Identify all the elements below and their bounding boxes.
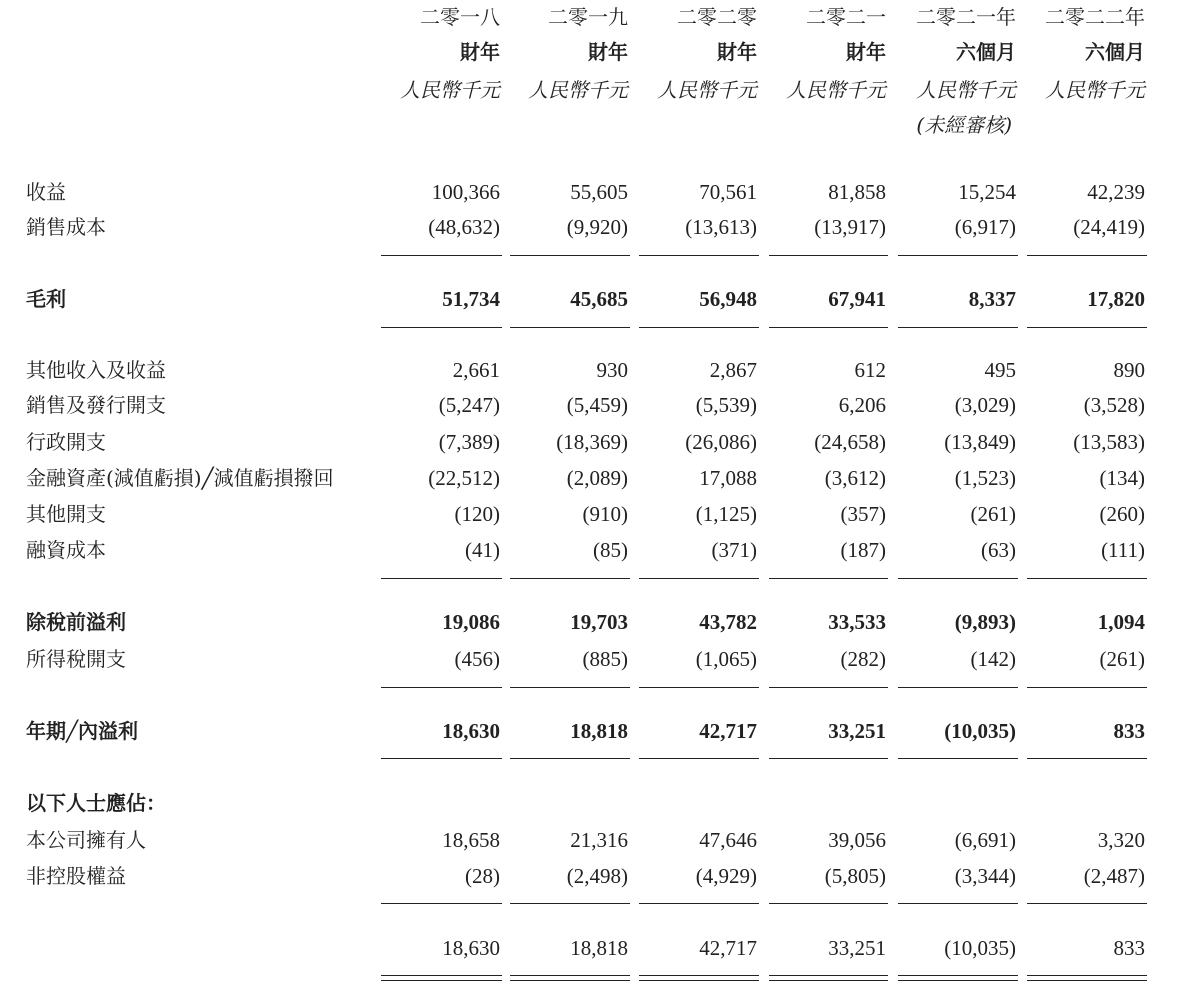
row-label-other-expenses: 其他開支	[26, 502, 106, 526]
column-header-year: 二零二一年	[916, 5, 1016, 29]
column-header-unit: 人民幣千元	[657, 78, 757, 102]
row-label-nci: 非控股權益	[26, 864, 126, 888]
cell-revenue: 15,254	[958, 180, 1016, 204]
subtotal-underline	[898, 255, 1018, 256]
cell-gross-profit: 56,948	[699, 287, 757, 311]
subtotal-underline	[769, 255, 888, 256]
cell-total: (10,035)	[944, 936, 1016, 960]
cell-impairment: (22,512)	[428, 466, 500, 490]
cell-gross-profit: 51,734	[442, 287, 500, 311]
cell-other-income: 890	[1113, 358, 1145, 382]
subtotal-underline	[769, 687, 888, 688]
column-header-unit: 人民幣千元	[916, 78, 1016, 102]
row-label-cost-of-sales: 銷售成本	[26, 215, 106, 239]
column-header-year: 二零一九	[548, 5, 628, 29]
cell-admin-expenses: (26,086)	[685, 430, 757, 454]
cell-impairment: (2,089)	[566, 466, 628, 490]
column-header-period: 財年	[846, 40, 886, 64]
row-label-owners: 本公司擁有人	[26, 828, 146, 852]
cell-cost-of-sales: (13,613)	[685, 215, 757, 239]
cell-nci: (4,929)	[695, 864, 757, 888]
cell-revenue: 42,239	[1087, 180, 1145, 204]
row-label-income-tax: 所得稅開支	[26, 647, 126, 671]
column-header-unit: 人民幣千元	[1045, 78, 1145, 102]
row-label-admin-expenses: 行政開支	[26, 430, 106, 454]
cell-finance-costs: (187)	[840, 538, 886, 562]
subtotal-underline	[510, 327, 630, 328]
cell-impairment: 17,088	[699, 466, 757, 490]
cell-owners: 47,646	[699, 828, 757, 852]
total-double-underline	[898, 975, 1018, 981]
subtotal-underline	[510, 758, 630, 759]
cell-finance-costs: (111)	[1101, 538, 1145, 562]
subtotal-underline	[769, 578, 888, 579]
cell-profit-for-period: 33,251	[828, 719, 886, 743]
cell-profit-for-period: 18,818	[570, 719, 628, 743]
cell-impairment: (1,523)	[954, 466, 1016, 490]
cell-other-expenses: (261)	[970, 502, 1016, 526]
cell-gross-profit: 8,337	[968, 287, 1016, 311]
cell-total: 33,251	[828, 936, 886, 960]
column-header-period: 財年	[588, 40, 628, 64]
cell-cost-of-sales: (48,632)	[428, 215, 500, 239]
cell-income-tax: (456)	[454, 647, 500, 671]
subtotal-underline	[639, 687, 759, 688]
subtotal-underline	[769, 327, 888, 328]
row-label-gross-profit: 毛利	[26, 287, 66, 311]
subtotal-underline	[510, 903, 630, 904]
column-header-period: 六個月	[956, 40, 1016, 64]
cell-other-income: 2,661	[452, 358, 500, 382]
subtotal-underline	[898, 327, 1018, 328]
row-label-impairment: 金融資產(減值虧損)╱減值虧損撥回	[26, 466, 334, 490]
cell-cost-of-sales: (24,419)	[1073, 215, 1145, 239]
total-double-underline	[639, 975, 759, 981]
cell-income-tax: (261)	[1099, 647, 1145, 671]
cell-selling-expenses: (3,528)	[1083, 393, 1145, 417]
cell-owners: 3,320	[1097, 828, 1145, 852]
column-header-year: 二零一八	[420, 5, 500, 29]
cell-admin-expenses: (24,658)	[814, 430, 886, 454]
subtotal-underline	[381, 687, 502, 688]
cell-revenue: 100,366	[431, 180, 500, 204]
cell-selling-expenses: (5,539)	[695, 393, 757, 417]
cell-owners: 39,056	[828, 828, 886, 852]
cell-finance-costs: (63)	[981, 538, 1016, 562]
cell-profit-before-tax: (9,893)	[954, 610, 1016, 634]
cell-revenue: 55,605	[570, 180, 628, 204]
subtotal-underline	[639, 578, 759, 579]
cell-profit-before-tax: 1,094	[1097, 610, 1145, 634]
cell-impairment: (3,612)	[824, 466, 886, 490]
cell-selling-expenses: (5,247)	[438, 393, 500, 417]
cell-other-expenses: (910)	[582, 502, 628, 526]
subtotal-underline	[381, 255, 502, 256]
subtotal-underline	[639, 758, 759, 759]
subtotal-underline	[898, 903, 1018, 904]
cell-profit-for-period: 18,630	[442, 719, 500, 743]
cell-profit-before-tax: 43,782	[699, 610, 757, 634]
cell-admin-expenses: (13,583)	[1073, 430, 1145, 454]
row-label-selling-expenses: 銷售及發行開支	[26, 393, 166, 417]
total-double-underline	[1027, 975, 1147, 981]
subtotal-underline	[1027, 758, 1147, 759]
subtotal-underline	[381, 758, 502, 759]
cell-total: 18,630	[442, 936, 500, 960]
column-header-unit: 人民幣千元	[786, 78, 886, 102]
column-header-year: 二零二零	[677, 5, 757, 29]
subtotal-underline	[381, 327, 502, 328]
cell-nci: (28)	[465, 864, 500, 888]
cell-admin-expenses: (18,369)	[556, 430, 628, 454]
cell-cost-of-sales: (9,920)	[566, 215, 628, 239]
subtotal-underline	[510, 687, 630, 688]
subtotal-underline	[1027, 327, 1147, 328]
subtotal-underline	[1027, 255, 1147, 256]
cell-nci: (2,487)	[1083, 864, 1145, 888]
subtotal-underline	[1027, 903, 1147, 904]
total-double-underline	[769, 975, 888, 981]
cell-owners: (6,691)	[954, 828, 1016, 852]
column-header-note: (未經審核)	[916, 113, 1012, 137]
row-label-revenue: 收益	[26, 180, 66, 204]
cell-profit-for-period: 833	[1113, 719, 1145, 743]
subtotal-underline	[639, 327, 759, 328]
row-label-other-income: 其他收入及收益	[26, 358, 166, 382]
cell-nci: (5,805)	[824, 864, 886, 888]
subtotal-underline	[639, 255, 759, 256]
cell-income-tax: (142)	[970, 647, 1016, 671]
column-header-period: 六個月	[1085, 40, 1145, 64]
cell-selling-expenses: 6,206	[838, 393, 886, 417]
column-header-unit: 人民幣千元	[528, 78, 628, 102]
subtotal-underline	[639, 903, 759, 904]
cell-other-income: 495	[984, 358, 1016, 382]
subtotal-underline	[769, 903, 888, 904]
cell-gross-profit: 17,820	[1087, 287, 1145, 311]
subtotal-underline	[1027, 687, 1147, 688]
row-label-profit-before-tax: 除稅前溢利	[26, 610, 126, 634]
subtotal-underline	[898, 758, 1018, 759]
cell-total: 42,717	[699, 936, 757, 960]
cell-total: 18,818	[570, 936, 628, 960]
subtotal-underline	[898, 687, 1018, 688]
column-header-year: 二零二二年	[1045, 5, 1145, 29]
subtotal-underline	[769, 758, 888, 759]
cell-other-income: 930	[596, 358, 628, 382]
cell-profit-before-tax: 19,703	[570, 610, 628, 634]
cell-other-income: 612	[854, 358, 886, 382]
cell-income-tax: (282)	[840, 647, 886, 671]
cell-selling-expenses: (5,459)	[566, 393, 628, 417]
row-label-profit-for-period: 年期╱內溢利	[26, 719, 139, 743]
total-double-underline	[510, 975, 630, 981]
cell-gross-profit: 45,685	[570, 287, 628, 311]
cell-income-tax: (1,065)	[695, 647, 757, 671]
cell-nci: (3,344)	[954, 864, 1016, 888]
cell-other-expenses: (1,125)	[695, 502, 757, 526]
cell-gross-profit: 67,941	[828, 287, 886, 311]
total-double-underline	[381, 975, 502, 981]
column-header-period: 財年	[717, 40, 757, 64]
subtotal-underline	[898, 578, 1018, 579]
cell-profit-for-period: (10,035)	[944, 719, 1016, 743]
subtotal-underline	[1027, 578, 1147, 579]
cell-impairment: (134)	[1099, 466, 1145, 490]
cell-cost-of-sales: (6,917)	[954, 215, 1016, 239]
cell-finance-costs: (85)	[593, 538, 628, 562]
row-label-finance-costs: 融資成本	[26, 538, 106, 562]
column-header-unit: 人民幣千元	[400, 78, 500, 102]
column-header-year: 二零二一	[806, 5, 886, 29]
subtotal-underline	[381, 578, 502, 579]
cell-total: 833	[1113, 936, 1145, 960]
subtotal-underline	[510, 255, 630, 256]
cell-profit-for-period: 42,717	[699, 719, 757, 743]
cell-revenue: 81,858	[828, 180, 886, 204]
cell-admin-expenses: (13,849)	[944, 430, 1016, 454]
cell-cost-of-sales: (13,917)	[814, 215, 886, 239]
cell-revenue: 70,561	[699, 180, 757, 204]
cell-finance-costs: (371)	[711, 538, 757, 562]
cell-finance-costs: (41)	[465, 538, 500, 562]
cell-owners: 21,316	[570, 828, 628, 852]
cell-owners: 18,658	[442, 828, 500, 852]
cell-profit-before-tax: 33,533	[828, 610, 886, 634]
column-header-period: 財年	[460, 40, 500, 64]
cell-other-expenses: (120)	[454, 502, 500, 526]
cell-profit-before-tax: 19,086	[442, 610, 500, 634]
cell-other-expenses: (260)	[1099, 502, 1145, 526]
subtotal-underline	[510, 578, 630, 579]
row-label-attributable-heading: 以下人士應佔：	[26, 791, 166, 815]
cell-nci: (2,498)	[566, 864, 628, 888]
cell-income-tax: (885)	[582, 647, 628, 671]
cell-other-income: 2,867	[709, 358, 757, 382]
cell-admin-expenses: (7,389)	[438, 430, 500, 454]
cell-selling-expenses: (3,029)	[954, 393, 1016, 417]
cell-other-expenses: (357)	[840, 502, 886, 526]
subtotal-underline	[381, 903, 502, 904]
